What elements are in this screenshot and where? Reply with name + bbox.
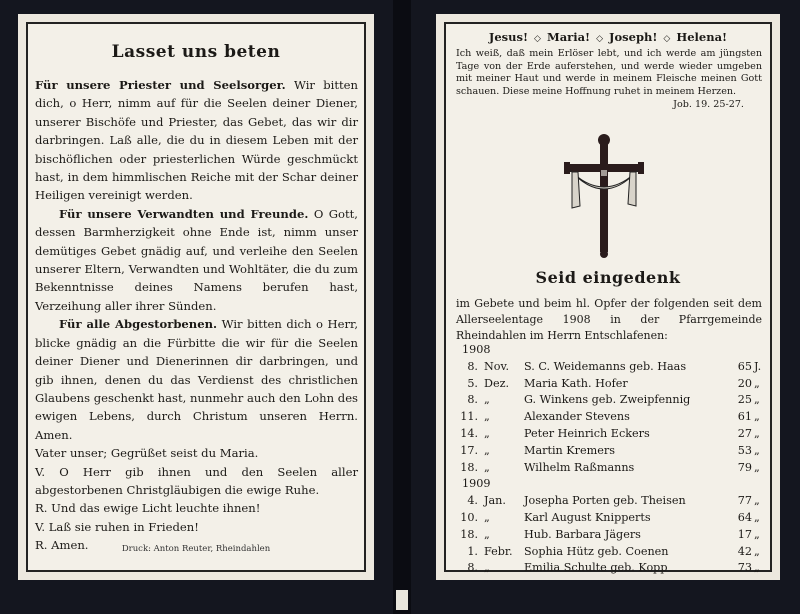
deceased-row <box>454 409 764 426</box>
diamond-ornament-icon: ◇ <box>596 34 604 44</box>
deceased-row <box>454 527 764 544</box>
age-unit: „ <box>754 410 760 424</box>
prayer-heading: Für unsere Verwandten und Freunde. <box>59 206 309 221</box>
crucifix-with-shroud-icon <box>562 130 646 260</box>
deceased-row <box>454 426 764 443</box>
year-heading: 1909 <box>462 477 491 491</box>
age-unit: „ <box>754 527 760 541</box>
closing-line: R. Und das ewige Licht leuchte ihnen! <box>35 501 261 516</box>
date-day: 10. <box>460 510 478 524</box>
prayer-card-left <box>18 14 374 580</box>
date-day: 11. <box>460 410 478 424</box>
diamond-ornament-icon: ◇ <box>663 34 671 44</box>
age-unit: „ <box>754 561 760 575</box>
left-frame <box>26 22 366 572</box>
deceased-age: 42 <box>737 544 752 558</box>
age-unit: „ <box>754 376 760 390</box>
date-month: Febr. <box>484 544 513 558</box>
invocation-helena: Helena! <box>676 30 728 44</box>
deceased-name: Peter Heinrich Eckers <box>524 426 650 440</box>
prayer-paragraph <box>35 205 358 315</box>
prayer-title: Lasset uns beten <box>111 42 281 62</box>
fold-tab <box>396 590 408 610</box>
date-day: 1. <box>467 544 478 558</box>
diamond-ornament-icon: ◇ <box>534 34 541 44</box>
date-day: 5. <box>467 376 478 390</box>
closing-line: V. O Herr gib ihnen und den Seelen aller abgestorbenen Christgläubigen die ewige Ruhe. <box>35 464 358 497</box>
printer-credit: Druck: Anton Reuter, Rheindahlen <box>121 544 271 554</box>
deceased-name: Hub. Barbara Jägers <box>524 527 641 541</box>
date-day: 8. <box>467 359 478 373</box>
prayer-paragraph <box>35 76 358 205</box>
age-unit: „ <box>754 443 760 457</box>
date-day: 4. <box>467 494 478 508</box>
prayer-body <box>35 76 358 555</box>
deceased-row <box>454 544 764 561</box>
prayer-text: Wir bitten dich, o Herr, nimm auf für die Seelen deiner Diener, unserer Bischöfe und Priester, das Gebet, das wir dir darbringen. Laß alle, die du in diesem Leben mit der bischöflichen oder priesterlichen Würde geschmückt hast, in dem himmlischen Reiche mit der Schar deiner Heiligen vereinigt werden. <box>35 78 359 203</box>
closing-line: Vater unser; Gegrüßet seist du Maria. <box>35 446 259 461</box>
deceased-age: 25 <box>737 393 752 407</box>
prayer-text: O Gott, dessen Barmherzigkeit ohne Ende ist, nimm unser demütiges Gebet gnädig auf, und verleihe den Seelen unserer Eltern, Verwandten und Wohltäter, die du zum Bekenntnisse deines Namens berufen hast, Verzeihung aller ihrer Sünden. <box>35 206 358 313</box>
date-month: „ <box>484 460 490 474</box>
prayer-heading: Für alle Abgestorbenen. <box>59 317 218 332</box>
scripture-quote <box>456 48 762 98</box>
closing-line: V. Laß sie ruhen in Frieden! <box>35 519 199 534</box>
date-month: Jan. <box>484 494 506 508</box>
deceased-name: Wilhelm Raßmanns <box>524 460 635 474</box>
closing-line: R. Amen. <box>35 538 89 553</box>
deceased-name: Alexander Stevens <box>524 410 630 424</box>
deceased-row <box>454 376 764 393</box>
year-heading: 1908 <box>462 343 491 356</box>
deceased-row <box>454 560 764 577</box>
date-month: „ <box>484 426 490 440</box>
age-unit: J. <box>754 359 762 373</box>
date-month: Dez. <box>484 376 510 390</box>
date-month: „ <box>484 510 490 524</box>
deceased-name: G. Winkens geb. Zweipfennig <box>524 393 691 407</box>
deceased-name: Karl August Knipperts <box>524 510 651 524</box>
age-unit: „ <box>754 426 760 440</box>
date-month: „ <box>484 393 490 407</box>
memorial-title: Seid eingedenk <box>535 268 681 287</box>
deceased-age: 79 <box>737 460 752 474</box>
memorial-card-right <box>436 14 780 580</box>
deceased-name: Maria Kath. Hofer <box>524 376 628 390</box>
prayer-paragraph <box>35 315 358 444</box>
deceased-age: 17 <box>737 527 752 541</box>
date-day: 18. <box>460 460 478 474</box>
date-day: 18. <box>460 527 478 541</box>
deceased-row <box>454 460 764 477</box>
deceased-age: 20 <box>737 376 752 390</box>
age-unit: „ <box>754 544 760 558</box>
deceased-age: 27 <box>737 426 752 440</box>
deceased-row <box>454 392 764 409</box>
deceased-age: 61 <box>737 410 752 424</box>
page-fold <box>393 0 411 614</box>
deceased-age: 77 <box>737 494 752 508</box>
invocation-jesus: Jesus! <box>488 30 529 44</box>
age-unit: „ <box>754 460 760 474</box>
date-month: Nov. <box>484 359 510 373</box>
deceased-name: Sophia Hütz geb. Coenen <box>524 544 669 558</box>
deceased-name: S. C. Weidemanns geb. Haas <box>524 359 687 373</box>
deceased-row <box>454 359 764 376</box>
intro-text: im Gebete und beim hl. Opfer der folgenden seit dem Allerseelentage 1908 in der Pfarrgemeinde Rheindahlen im Herrn Entschlafenen: <box>456 297 762 342</box>
invocation-joseph: Joseph! <box>609 30 658 44</box>
date-day: 8. <box>467 393 478 407</box>
date-month: „ <box>484 561 490 575</box>
deceased-name: Martin Kremers <box>524 443 615 457</box>
prayer-heading: Für unsere Priester und Seelsorger. <box>35 78 286 92</box>
date-month: „ <box>484 443 490 457</box>
deceased-age: 64 <box>737 510 752 524</box>
quote-reference: Job. 19. 25-27. <box>673 99 744 110</box>
prayer-text: Wir bitten dich o Herr, blicke gnädig an die Fürbitte die wir für die Seelen deiner Diener und Dienerinnen dir darbringen, und gib ihnen, denen du das Verdienst des christlichen Glaubens geschenkt hast, nunmehr auch den Lohn des ewigen Lebens, durch Christum unseren Herrn. Amen. <box>35 317 359 442</box>
deceased-age: 53 <box>737 443 752 457</box>
age-unit: „ <box>754 393 760 407</box>
age-unit: „ <box>754 510 760 524</box>
date-day: 8. <box>467 561 478 575</box>
deceased-name: Emilia Schulte geb. Kopp <box>524 561 668 575</box>
memorial-intro <box>456 296 762 344</box>
age-unit: „ <box>754 494 760 508</box>
date-day: 17. <box>460 443 478 457</box>
quote-text: Ich weiß, daß mein Erlöser lebt, und ich werde am jüngsten Tage von der Erde auferstehen, und werde wieder umgeben mit meiner Haut und werde in meinem Fleische meinen Gott schauen. Diese meine Hoffnung ruhet in meinem Herzen. <box>456 48 762 97</box>
date-month: „ <box>484 410 490 424</box>
deceased-name: Josepha Porten geb. Theisen <box>524 494 686 508</box>
deceased-row <box>454 443 764 460</box>
deceased-age: 65 <box>737 359 752 373</box>
date-day: 14. <box>460 426 478 440</box>
deceased-row <box>454 510 764 527</box>
invocation-line <box>446 30 770 44</box>
deceased-list <box>454 342 764 577</box>
invocation-maria: Maria! <box>546 30 591 44</box>
right-frame <box>444 22 772 575</box>
deceased-row <box>454 493 764 510</box>
deceased-age: 73 <box>737 561 752 575</box>
date-month: „ <box>484 527 490 541</box>
